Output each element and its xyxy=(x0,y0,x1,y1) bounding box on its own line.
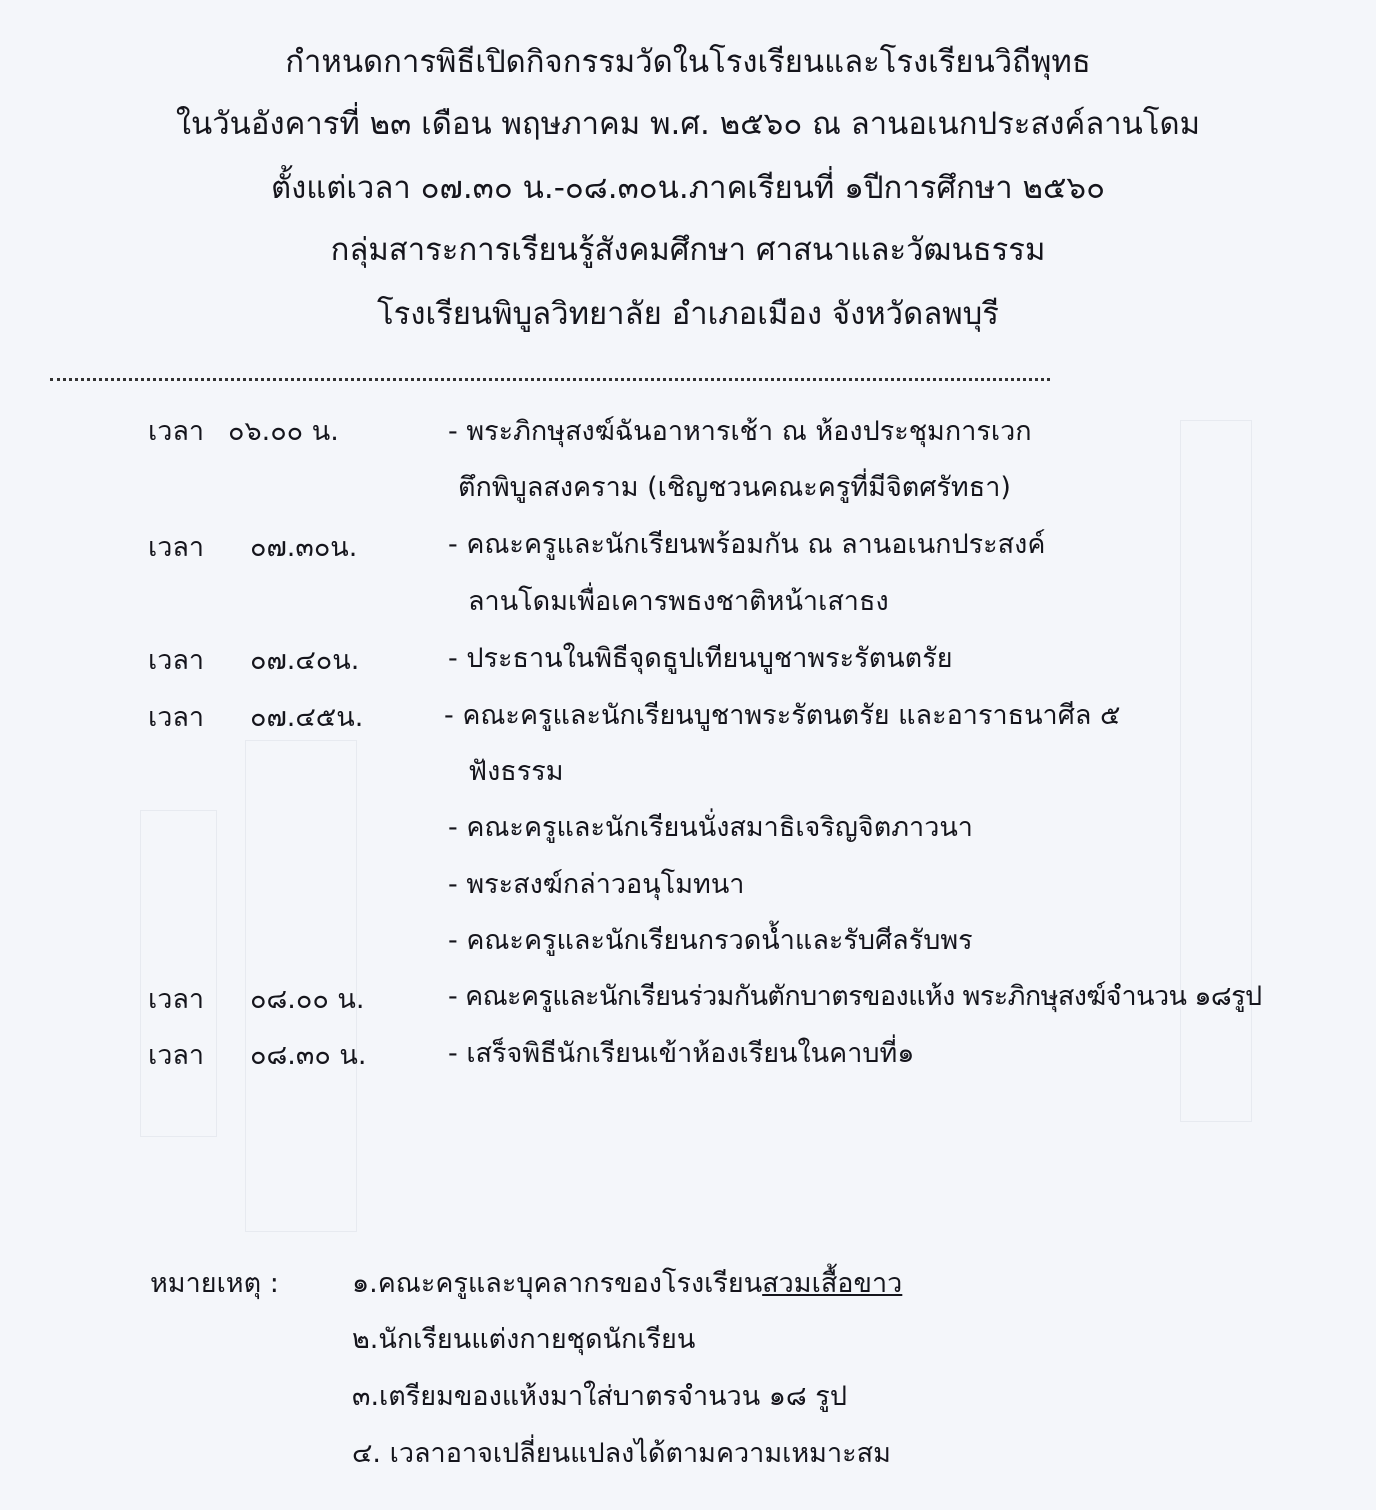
schedule-activity: - คณะครูและนักเรียนบูชาพระรัตนตรัย และอาราธนาศีล ๕ xyxy=(444,700,1121,731)
schedule-activity: ตึกพิบูลสงคราม (เชิญชวนคณะครูที่มีจิตศรัทธา) xyxy=(458,472,1011,503)
schedule-time: ๐๘.๐๐ น. xyxy=(250,984,365,1015)
schedule-activity: - พระภิกษุสงฆ์ฉันอาหารเช้า ณ ห้องประชุมการเวก xyxy=(448,416,1032,447)
notes-label: หมายเหตุ : xyxy=(150,1268,279,1299)
schedule-label: เวลา xyxy=(148,416,205,447)
schedule-activity: - คณะครูและนักเรียนร่วมกันตักบาตรของแห้ง พระภิกษุสงฆ์จำนวน ๑๘รูป xyxy=(448,981,1262,1012)
note-item-4: ๔. เวลาอาจเปลี่ยนแปลงได้ตามความเหมาะสม xyxy=(352,1438,891,1469)
schedule-activity: - พระสงฆ์กล่าวอนุโมทนา xyxy=(448,869,745,900)
bleed-through-mark xyxy=(1180,420,1252,1122)
note-item-1-text: ๑.คณะครูและบุคลากรของโรงเรียน xyxy=(352,1268,763,1299)
schedule-time: ๐๗.๓๐น. xyxy=(250,532,358,563)
header-line-5: โรงเรียนพิบูลวิทยาลัย อำเภอเมือง จังหวัดลพบุรี xyxy=(377,296,999,332)
header-line-4: กลุ่มสาระการเรียนรู้สังคมศึกษา ศาสนาและวัฒนธรรม xyxy=(330,232,1046,268)
schedule-time: ๐๖.๐๐ น. xyxy=(228,416,339,447)
schedule-activity: - คณะครูและนักเรียนนั่งสมาธิเจริญจิตภาวนา xyxy=(448,812,973,843)
schedule-label: เวลา xyxy=(148,532,205,563)
schedule-label: เวลา xyxy=(148,702,205,733)
schedule-time: ๐๗.๔๕น. xyxy=(250,702,364,733)
schedule-activity: - คณะครูและนักเรียนกรวดน้ำและรับศีลรับพร xyxy=(448,925,973,956)
note-item-1 xyxy=(352,1266,902,1302)
schedule-label: เวลา xyxy=(148,984,205,1015)
schedule-activity: - เสร็จพิธีนักเรียนเข้าห้องเรียนในคาบที่๑ xyxy=(448,1038,915,1069)
schedule-time: ๐๘.๓๐ น. xyxy=(250,1040,367,1071)
header-line-1: กำหนดการพิธีเปิดกิจกรรมวัดในโรงเรียนและโรงเรียนวิถีพุทธ xyxy=(285,44,1091,80)
schedule-time: ๐๗.๔๐น. xyxy=(250,645,360,676)
schedule-activity: ฟังธรรม xyxy=(468,756,564,787)
bleed-through-mark xyxy=(140,810,217,1137)
note-item-1-emphasis: สวมเสื้อขาว xyxy=(762,1268,903,1299)
schedule-activity: - ประธานในพิธีจุดธูปเทียนบูชาพระรัตนตรัย xyxy=(448,643,953,674)
schedule-label: เวลา xyxy=(148,1040,205,1071)
schedule-activity: ลานโดมเพื่อเคารพธงชาติหน้าเสาธง xyxy=(468,586,889,617)
note-item-2: ๒.นักเรียนแต่งกายชุดนักเรียน xyxy=(352,1324,696,1355)
dotted-divider xyxy=(50,378,1050,381)
schedule-label: เวลา xyxy=(148,645,205,676)
note-item-3: ๓.เตรียมของแห้งมาใส่บาตรจำนวน ๑๘ รูป xyxy=(352,1381,847,1412)
header-line-3: ตั้งแต่เวลา ๐๗.๓๐ น.-๐๘.๓๐น.ภาคเรียนที่ ๑ปีการศึกษา ๒๕๖๐ xyxy=(270,170,1106,206)
header-line-2: ในวันอังคารที่ ๒๓ เดือน พฤษภาคม พ.ศ. ๒๕๖๐ ณ ลานอเนกประสงค์ลานโดม xyxy=(175,106,1201,142)
schedule-activity: - คณะครูและนักเรียนพร้อมกัน ณ ลานอเนกประสงค์ xyxy=(448,529,1046,560)
